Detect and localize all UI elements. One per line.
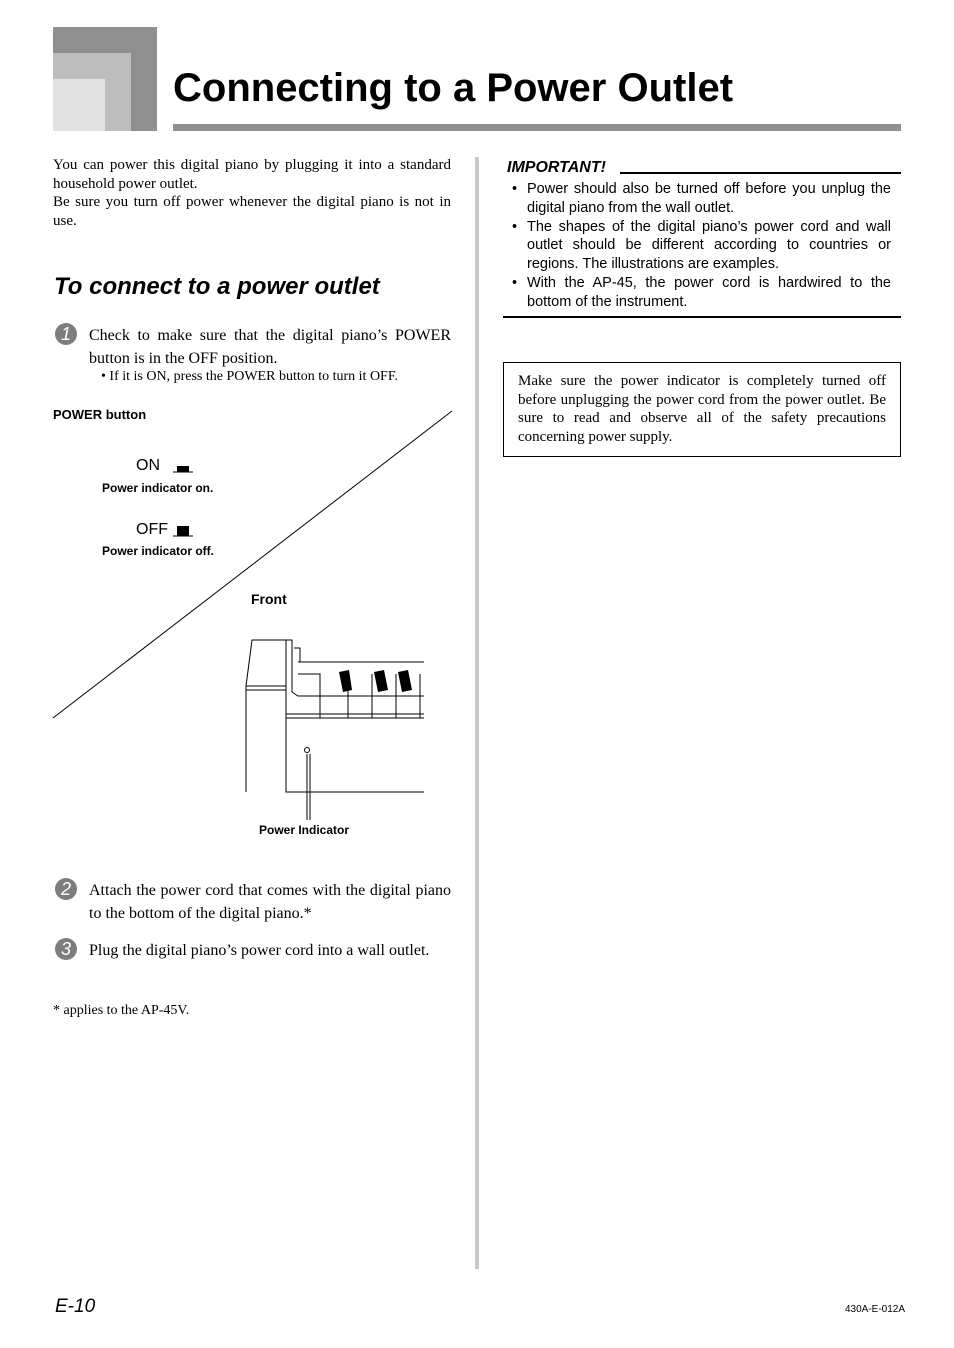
important-rule bbox=[620, 172, 901, 174]
intro-paragraph-2: Be sure you turn off power whenever the digital piano is not in use. bbox=[53, 194, 451, 229]
diagonal-line bbox=[53, 411, 452, 718]
power-button-illustration bbox=[52, 400, 456, 848]
important-list bbox=[507, 180, 891, 312]
step-2-text: Attach the power cord that comes with the digital piano to the bottom of the digital piano.* bbox=[89, 882, 451, 922]
power-button-label: POWER button bbox=[53, 407, 147, 422]
procedure-heading: To connect to a power outlet bbox=[54, 273, 380, 300]
on-indicator-lamp bbox=[177, 466, 189, 472]
important-item: • Power should also be turned off before you unplug the digital piano from the wall outlet. bbox=[507, 180, 891, 218]
footnote: * applies to the AP-45V. bbox=[53, 1003, 190, 1018]
piano-drawing bbox=[246, 640, 424, 820]
important-bottom-rule bbox=[503, 316, 901, 318]
column-divider bbox=[475, 157, 479, 1269]
on-note: Power indicator on. bbox=[102, 481, 214, 495]
off-label: OFF bbox=[136, 521, 168, 538]
important-label: IMPORTANT! bbox=[507, 159, 606, 176]
intro-text bbox=[53, 156, 451, 230]
power-indicator-label: Power Indicator bbox=[259, 823, 350, 837]
document-code: 430A-E-012A bbox=[845, 1304, 906, 1315]
header-decoration-inner bbox=[53, 79, 105, 131]
off-note: Power indicator off. bbox=[102, 544, 215, 558]
on-label: ON bbox=[136, 457, 160, 474]
important-item: • With the AP-45, the power cord is hardwired to the bottom of the instrument. bbox=[507, 274, 891, 312]
notice-text: Make sure the power indicator is completely turned off before unplugging the power cord from the power outlet. Be sure to read and observe all of the safety precautions concerning power supply. bbox=[518, 373, 886, 445]
step-1-subnote: • If it is ON, press the POWER button to turn it OFF. bbox=[101, 369, 399, 384]
intro-paragraph-1: You can power this digital piano by plugging it into a standard household power outlet. bbox=[53, 157, 451, 192]
page-number: E-10 bbox=[55, 1296, 96, 1317]
piano-black-keys bbox=[339, 670, 412, 692]
off-indicator-lamp bbox=[177, 526, 189, 536]
important-item: • The shapes of the digital piano’s power cord and wall outlet should be different according to countries or regions. The illustrations are examples. bbox=[507, 218, 891, 274]
front-label: Front bbox=[251, 591, 287, 607]
step-1-number: 1 bbox=[55, 323, 77, 345]
step-2-number: 2 bbox=[55, 878, 77, 900]
step-1-text: Check to make sure that the digital piano’s POWER button is in the OFF position. bbox=[89, 327, 451, 367]
step-3-number: 3 bbox=[55, 938, 77, 960]
title-underline bbox=[173, 124, 901, 131]
step-3-text: Plug the digital piano’s power cord into a wall outlet. bbox=[89, 942, 430, 959]
page-title: Connecting to a Power Outlet bbox=[173, 66, 734, 110]
